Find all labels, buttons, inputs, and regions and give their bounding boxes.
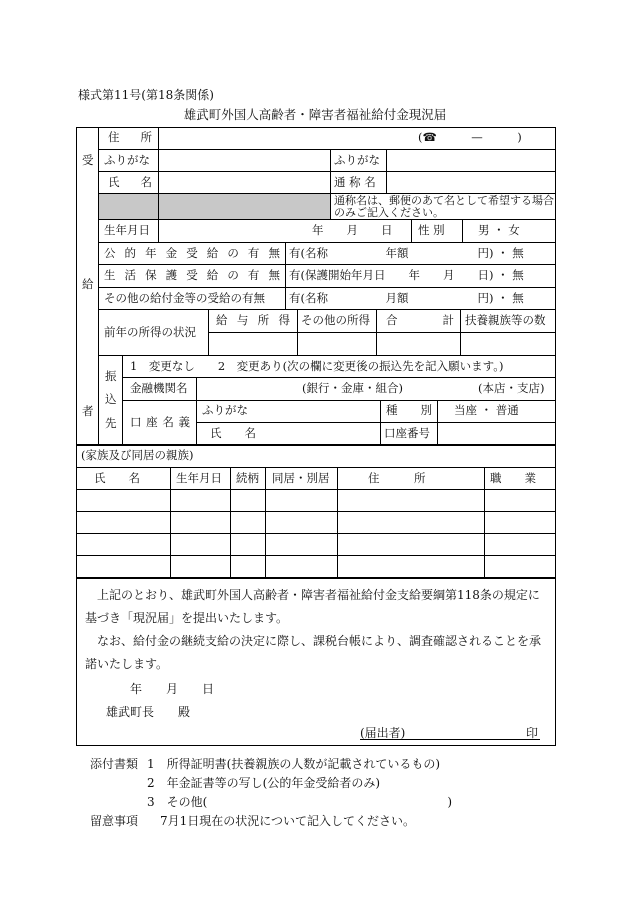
family-col-name: 氏 名 [94, 471, 140, 485]
address-label: 住 所 [108, 130, 152, 144]
family-col-occupation: 職 業 [490, 471, 536, 485]
account-furigana-label: ふりがな [202, 403, 248, 417]
other-benefit-label: その他の給付金等の受給の有無 [104, 291, 265, 305]
form-number: 様式第11号(第18条関係) [78, 88, 214, 102]
gray-band [99, 194, 330, 219]
gender-label: 性 別 [418, 223, 445, 237]
account-name-label: 氏 名 [210, 426, 256, 440]
account-type-label: 種 別 [386, 403, 432, 417]
bank-type[interactable]: (銀行・金庫・組合) [302, 381, 403, 395]
bank-label: 金融機関名 [130, 381, 188, 395]
income-salary-field[interactable] [210, 334, 295, 353]
seal-mark: 印 [526, 726, 539, 740]
declaration-paragraph-2: なお、給付金の継続支給の決定に際し、課税台帳により、調査確認されることを承諾いたします。 [85, 634, 542, 671]
income-label: 前年の所得の状況 [104, 325, 196, 339]
income-col-total: 合 計 [386, 313, 454, 327]
family-col-birth: 生年月日 [176, 471, 222, 485]
transfer-char-2: 込 [105, 392, 117, 406]
birth-date-field[interactable]: 年 月 日 [312, 223, 393, 237]
applicant-signature-line[interactable] [360, 739, 540, 740]
account-number-field[interactable] [440, 425, 552, 442]
tel-field[interactable]: (☎ — ) [418, 130, 522, 144]
family-col-address: 住 所 [368, 471, 426, 485]
declaration-text [85, 584, 545, 676]
alias-furigana-field[interactable] [390, 152, 552, 168]
attachment-item-1: 1 所得証明書(扶養親族の人数が記載されているもの) [147, 757, 441, 771]
declaration-date[interactable]: 年 月 日 [130, 682, 215, 696]
name-label: 氏 名 [108, 175, 152, 189]
income-dependents-field[interactable] [462, 334, 554, 353]
furigana-field[interactable] [162, 152, 326, 168]
transfer-char-3: 先 [105, 416, 117, 430]
account-type-options[interactable]: 当座 ・ 普通 [454, 403, 519, 417]
family-col-relation: 続柄 [236, 471, 259, 485]
birth-label: 生年月日 [104, 223, 150, 237]
income-col-other: その他の所得 [301, 313, 370, 327]
notes-label: 留意事項 [90, 814, 139, 828]
family-col-cohabit: 同居・別居 [272, 471, 330, 485]
other-benefit-field[interactable]: 有(名称 月額 円) ・ 無 [289, 291, 524, 305]
family-row-2[interactable] [77, 512, 555, 533]
alias-note: 通称名は、郵便のあて名として希望する場合のみご記入ください。 [334, 194, 554, 219]
family-row-1[interactable] [77, 490, 555, 511]
attachment-item-3: 3 その他( ) [147, 795, 453, 809]
transfer-options[interactable]: 1 変更なし 2 変更あり(次の欄に変更後の振込先を記入願います。) [130, 359, 504, 373]
gender-options[interactable]: 男 ・ 女 [478, 223, 520, 237]
address-field[interactable] [162, 132, 412, 146]
alias-label: 通 称 名 [334, 175, 376, 189]
declaration-paragraph-1: 上記のとおり、雄武町外国人高齢者・障害者福祉給付金支給要綱第118条の規定に基づき「現況届」を提出いたします。 [85, 588, 540, 625]
family-row-4[interactable] [77, 556, 555, 577]
pension-label: 公的年金受給の有無 [104, 246, 280, 260]
branch-type[interactable]: (本店・支店) [478, 381, 545, 395]
section-char-1: 受 [82, 153, 94, 167]
transfer-char-1: 振 [105, 369, 117, 383]
family-row-3[interactable] [77, 534, 555, 555]
income-col-dependents: 扶養親族等の数 [465, 313, 546, 327]
income-total-field[interactable] [378, 334, 458, 353]
attachment-item-2: 2 年金証書等の写し(公的年金受給者のみ) [147, 776, 380, 790]
account-number-label: 口座番号 [384, 426, 430, 440]
attachments-label: 添付書類 [90, 757, 139, 771]
welfare-field[interactable]: 有(保護開始年月日 年 月 日) ・ 無 [289, 268, 524, 282]
income-other-field[interactable] [299, 334, 374, 353]
addressee: 雄武町長 殿 [106, 705, 191, 719]
family-section-title: (家族及び同居の親族) [81, 448, 194, 462]
account-holder-label: 口座名義 [130, 415, 190, 429]
furigana-label: ふりがな [104, 153, 150, 167]
pension-field[interactable]: 有(名称 年額 円) ・ 無 [289, 246, 524, 260]
alias-furigana-label: ふりがな [334, 153, 380, 167]
income-col-salary: 給与所得 [216, 313, 290, 327]
alias-field[interactable] [390, 174, 552, 190]
form-title: 雄武町外国人高齢者・障害者福祉給付金現況届 [183, 107, 447, 122]
section-char-2: 給 [82, 277, 94, 291]
applicant-label: (届出者) [360, 726, 406, 740]
section-char-3: 者 [82, 404, 94, 418]
welfare-label: 生活保護受給の有無 [104, 268, 280, 282]
notes-text: 7月1日現在の状況について記入してください。 [160, 814, 416, 828]
name-field[interactable] [162, 174, 326, 190]
